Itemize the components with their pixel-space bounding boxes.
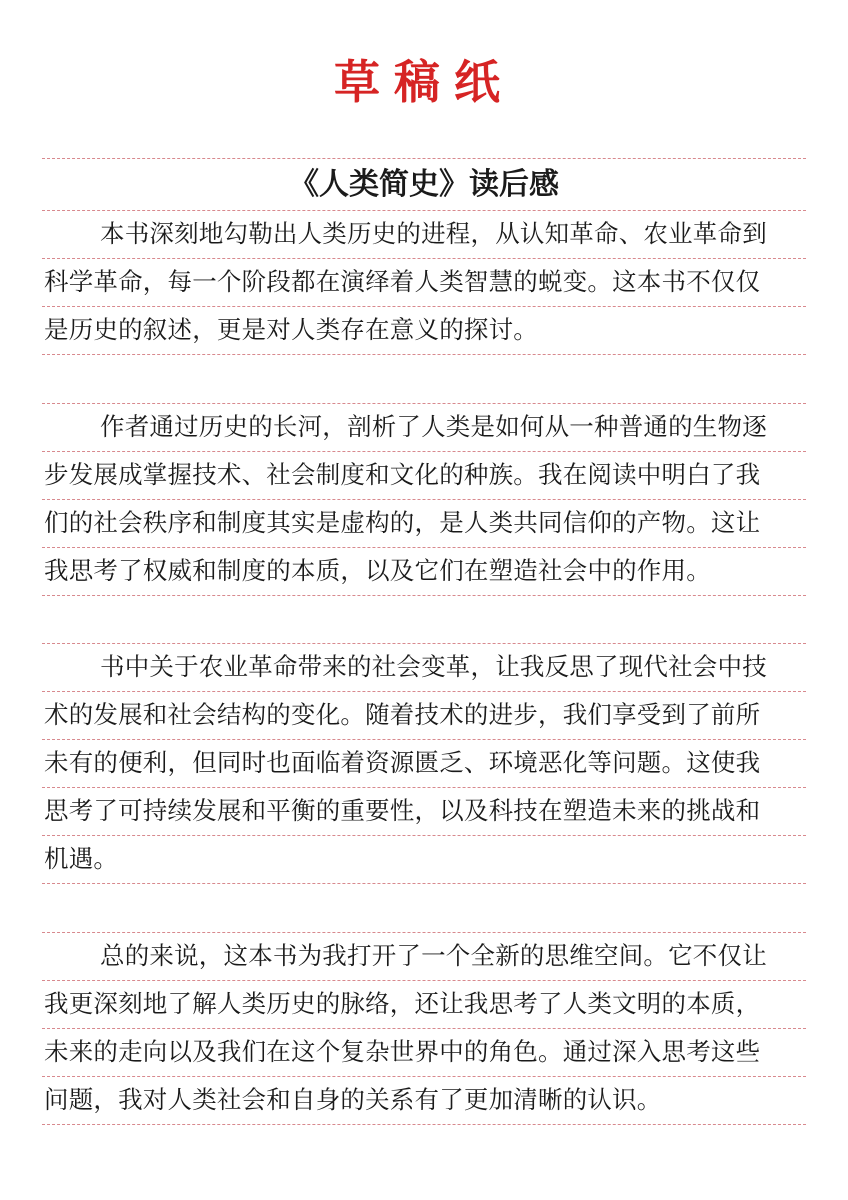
paragraph-line: 们的社会秩序和制度其实是虚构的，是人类共同信仰的产物。这让 [44,508,761,537]
paragraph-line: 总的来说，这本书为我打开了一个全新的思维空间。它不仅让 [100,941,767,970]
ruled-line [42,883,806,884]
paragraph-line: 未来的走向以及我们在这个复杂世界中的角色。通过深入思考这些 [44,1037,761,1066]
essay-title: 《人类简史》读后感 [289,167,559,202]
paragraph-line: 我更深刻地了解人类历史的脉络，还让我思考了人类文明的本质， [44,989,761,1018]
ruled-line [42,354,806,355]
paragraph-line: 未有的便利，但同时也面临着资源匮乏、环境恶化等问题。这使我 [44,748,761,777]
ruled-line [42,158,806,159]
paragraph-line: 本书深刻地勾勒出人类历史的进程，从认知革命、农业革命到 [100,219,767,248]
ruled-line [42,595,806,596]
paragraph-line: 是历史的叙述，更是对人类存在意义的探讨。 [44,315,538,344]
paragraph-line: 我思考了权威和制度的本质，以及它们在塑造社会中的作用。 [44,556,711,585]
paragraph-line: 步发展成掌握技术、社会制度和文化的种族。我在阅读中明白了我 [44,460,761,489]
paragraph-line: 作者通过历史的长河，剖析了人类是如何从一种普通的生物逐 [100,412,767,441]
paragraph-line: 科学革命，每一个阶段都在演绎着人类智慧的蜕变。这本书不仅仅 [44,267,761,296]
paragraph-line: 机遇。 [44,844,119,873]
paragraph-line: 术的发展和社会结构的变化。随着技术的进步，我们享受到了前所 [44,700,761,729]
paragraph-line: 书中关于农业革命带来的社会变革，让我反思了现代社会中技 [100,652,767,681]
paragraph-line: 问题，我对人类社会和自身的关系有了更加清晰的认识。 [44,1085,662,1114]
ruled-line [42,1124,806,1125]
draft-paper-title: 草稿纸 [334,55,514,109]
paragraph-line: 思考了可持续发展和平衡的重要性，以及科技在塑造未来的挑战和 [44,796,761,825]
